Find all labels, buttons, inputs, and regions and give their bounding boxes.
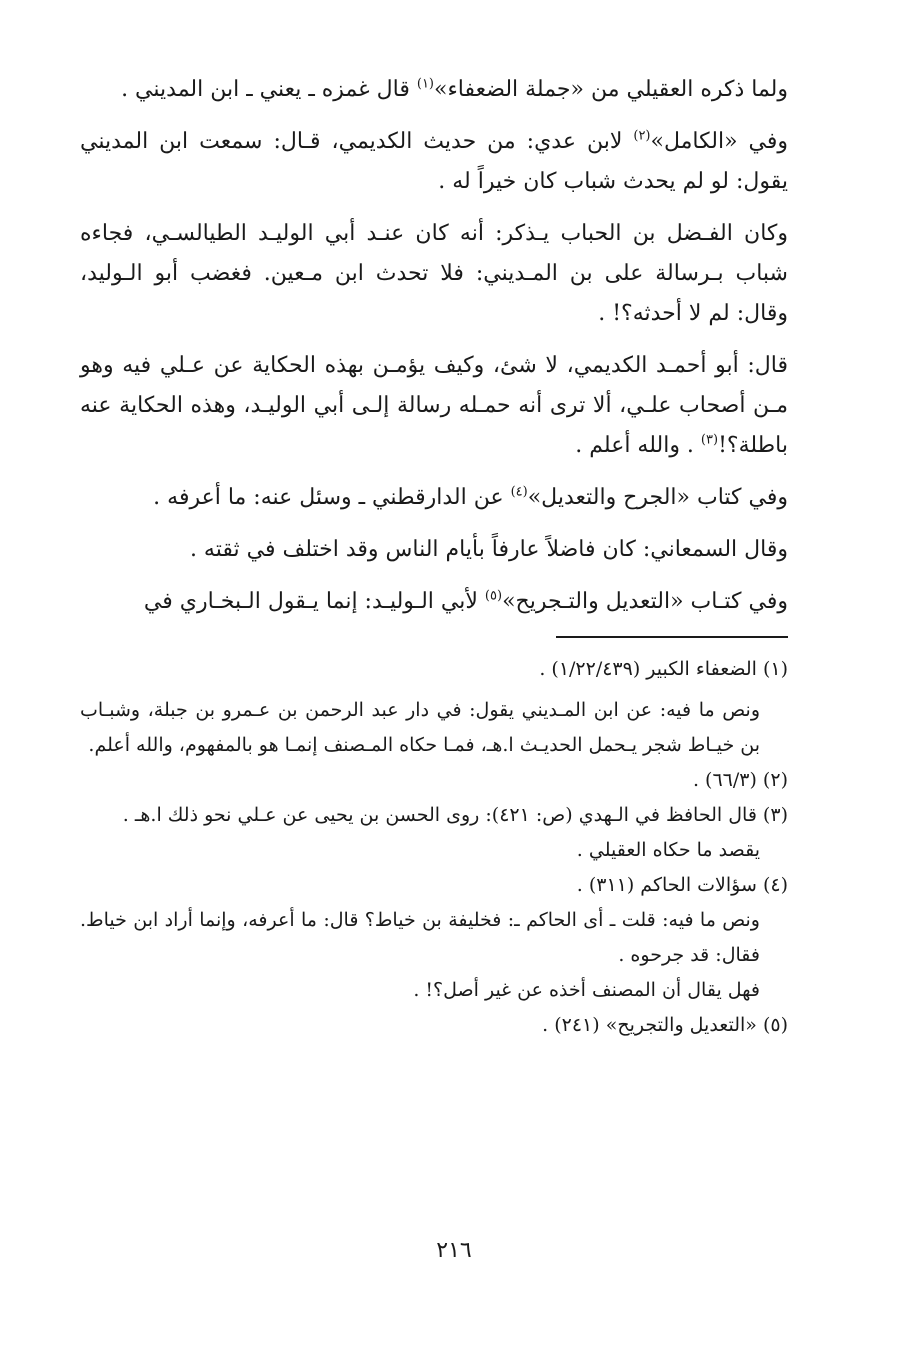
body-paragraph (80, 530, 788, 570)
paragraph-text-tail: لأبي الـوليـد: إنما يـقول الـبخـاري في (143, 589, 485, 614)
document-page (80, 70, 788, 1043)
body-paragraph (80, 478, 788, 518)
footnote-line: فهل يقال أن المصنف أخذه عن غير أصل؟! . (413, 979, 760, 1001)
footnote-line: ونص ما فيه: قلت ـ أى الحاكم ـ: فخليفة بن خياط؟ قال: ما أعرفه، وإنما أراد ابن خياط. فقال: قد جرحوه . (80, 909, 760, 966)
footnote-line: (٤) سؤالات الحاكم (٣١١) . (576, 874, 788, 896)
footnote-marker: (٢) (633, 128, 651, 144)
footnote-marker: (٣) (700, 432, 719, 448)
main-text (80, 70, 788, 622)
footnote-marker: (٥) (484, 588, 503, 604)
footnote-line: ونص ما فيه: عن ابن المـديني يقول: في دار عبد الرحمن بن عـمرو بن جبلة، وشبـاب بن خيـاط شجر يـحمل الحديـث ا.هـ، فمـا حكاه المـصنف إنمـا هو بالمفهوم، والله أعلم. (80, 699, 760, 756)
body-paragraph (80, 214, 788, 334)
body-paragraph (80, 346, 788, 466)
paragraph-text-tail: قال غمزه ـ يعني ـ ابن المديني . (121, 77, 417, 102)
paragraph-text: وفي «الكامل» (650, 129, 788, 154)
footnote-marker: (٤) (510, 484, 528, 500)
page-number: ٢١٦ (436, 1238, 472, 1263)
body-paragraph (80, 582, 788, 622)
footnotes (80, 652, 788, 1043)
footnote-marker: (١) (416, 76, 434, 92)
paragraph-text: وفي كتـاب «التعديل والتـجريح» (502, 589, 788, 614)
paragraph-text: وفي كتاب «الجرح والتعديل» (527, 485, 788, 510)
paragraph-text-tail: عن الدارقطني ـ وسئل عنه: ما أعرفه . (153, 485, 511, 510)
footnote-line: (٥) «التعديل والتجريح» (٢٤١) . (542, 1014, 788, 1036)
body-paragraph (80, 122, 788, 202)
paragraph-text: ولما ذكره العقيلي من «جملة الضعفاء» (434, 77, 788, 102)
paragraph-text-tail: لابن عدي: من حديث الكديمي، قـال: سمعت ابن المديني يقول: لو لم يحدث شباب كان خيراً له . (80, 129, 788, 194)
footnote-line: (٣) قال الحافظ في الـهدي (ص: ٤٢١): روى الحسن بن يحيى عن عـلي نحو ذلك ا.هـ . (122, 804, 788, 826)
footnote-separator (556, 636, 788, 638)
paragraph-text: قال: أبو أحمـد الكديمي، لا شئ، وكيف يؤمـن بهذه الحكاية عن عـلي فيه وهو مـن أصحاب علـي، ألا ترى أنه حمـله رسالة إلـى أبي الوليـد، وهذه الحكاية عنه باطلة؟! (80, 353, 788, 458)
body-paragraph (80, 70, 788, 110)
paragraph-text-tail: . والله أعلم . (575, 433, 701, 458)
paragraph-text: وقال السمعاني: كان فاضلاً عارفاً بأيام الناس وقد اختلف في ثقته . (189, 537, 788, 562)
footnote-line: يقصد ما حكاه العقيلي . (576, 839, 760, 861)
footnote-line: (١) الضعفاء الكبير (١/٢٢/٤٣٩) . (539, 658, 788, 680)
footnote-line: (٢) (٦٦/٣) . (692, 769, 788, 791)
paragraph-text: وكان الفـضل بن الحباب يـذكر: أنه كان عنـد أبي الوليـد الطيالسـي، فجاءه شباب بـرسالة على بن المـديني: فلا تحدث ابن مـعين. فغضب أبو الـوليد، وقال: لم لا أحدثه؟! . (80, 221, 788, 326)
